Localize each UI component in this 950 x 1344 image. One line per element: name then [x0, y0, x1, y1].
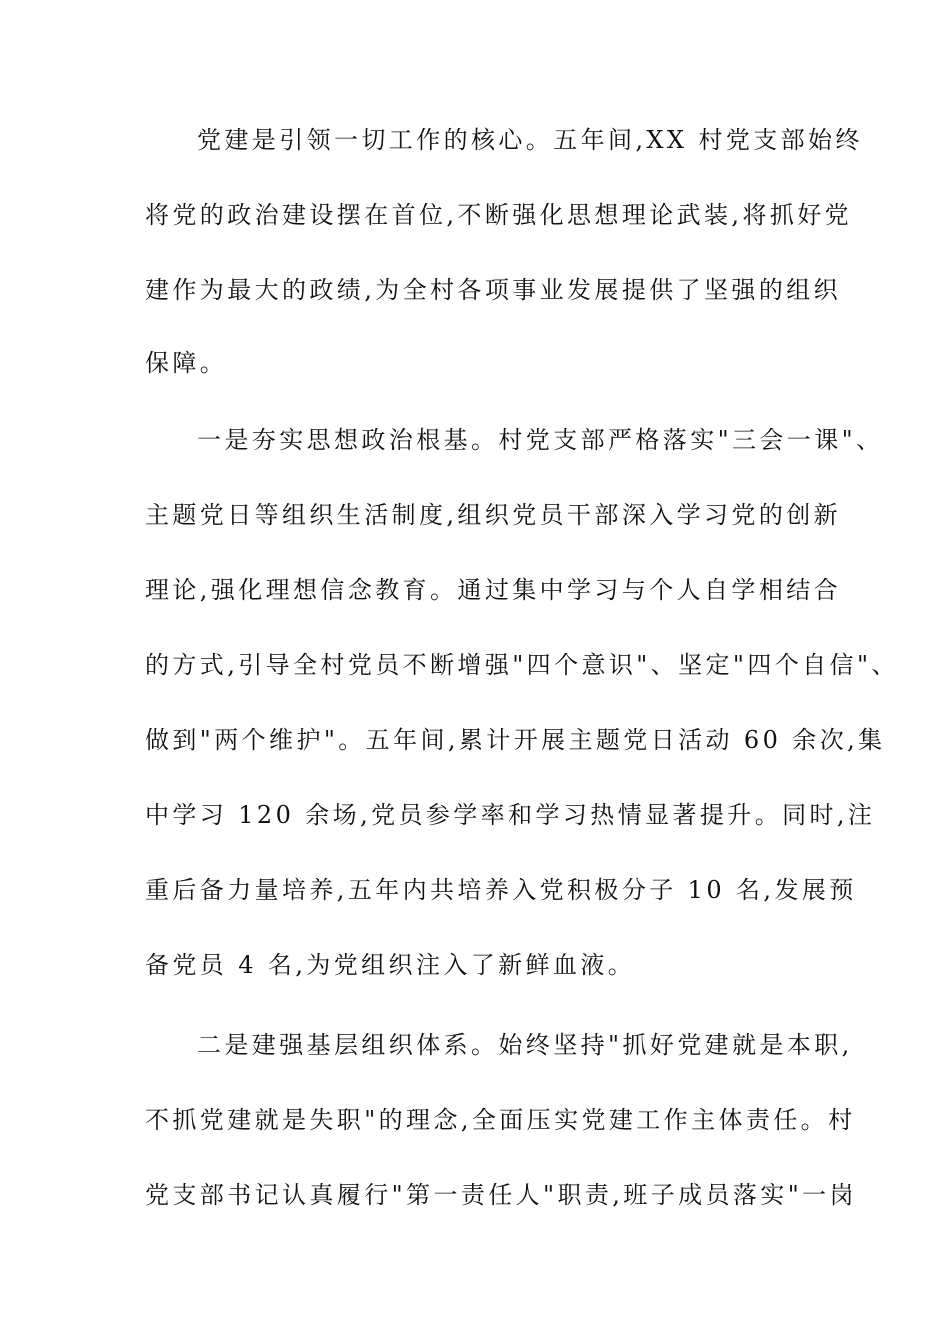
paragraph-1-line-1: 党建是引领一切工作的核心。五年间,XX 村党支部始终 — [197, 126, 863, 154]
paragraph-2-line-2: 主题党日等组织生活制度,组织党员干部深入学习党的创新 — [145, 501, 842, 529]
paragraph-2-line-8: 备党员 4 名,为党组织注入了新鲜血液。 — [145, 951, 636, 979]
paragraph-3-line-1: 二是建强基层组织体系。始终坚持"抓好党建就是本职, — [197, 1031, 853, 1059]
paragraph-1-line-2: 将党的政治建设摆在首位,不断强化思想理论武装,将抓好党 — [145, 201, 853, 229]
paragraph-1-line-4: 保障。 — [145, 349, 228, 377]
paragraph-2-line-6: 中学习 120 余场,党员参学率和学习热情显著提升。同时,注 — [145, 801, 876, 829]
paragraph-3-line-2: 不抓党建就是失职"的理念,全面压实党建工作主体责任。村 — [145, 1106, 856, 1134]
paragraph-2-line-5: 做到"两个维护"。五年间,累计开展主题党日活动 60 余次,集 — [145, 726, 886, 754]
paragraph-2-line-7: 重后备力量培养,五年内共培养入党积极分子 10 名,发展预 — [145, 876, 857, 904]
paragraph-2-line-1: 一是夯实思想政治根基。村党支部严格落实"三会一课"、 — [197, 426, 884, 454]
paragraph-2-line-3: 理论,强化理想信念教育。通过集中学习与个人自学相结合 — [145, 576, 842, 604]
paragraph-2-line-4: 的方式,引导全村党员不断增强"四个意识"、坚定"四个自信"、 — [145, 651, 899, 679]
paragraph-3-line-3: 党支部书记认真履行"第一责任人"职责,班子成员落实"一岗 — [145, 1181, 857, 1209]
paragraph-1-line-3: 建作为最大的政绩,为全村各项事业发展提供了坚强的组织 — [145, 276, 842, 304]
